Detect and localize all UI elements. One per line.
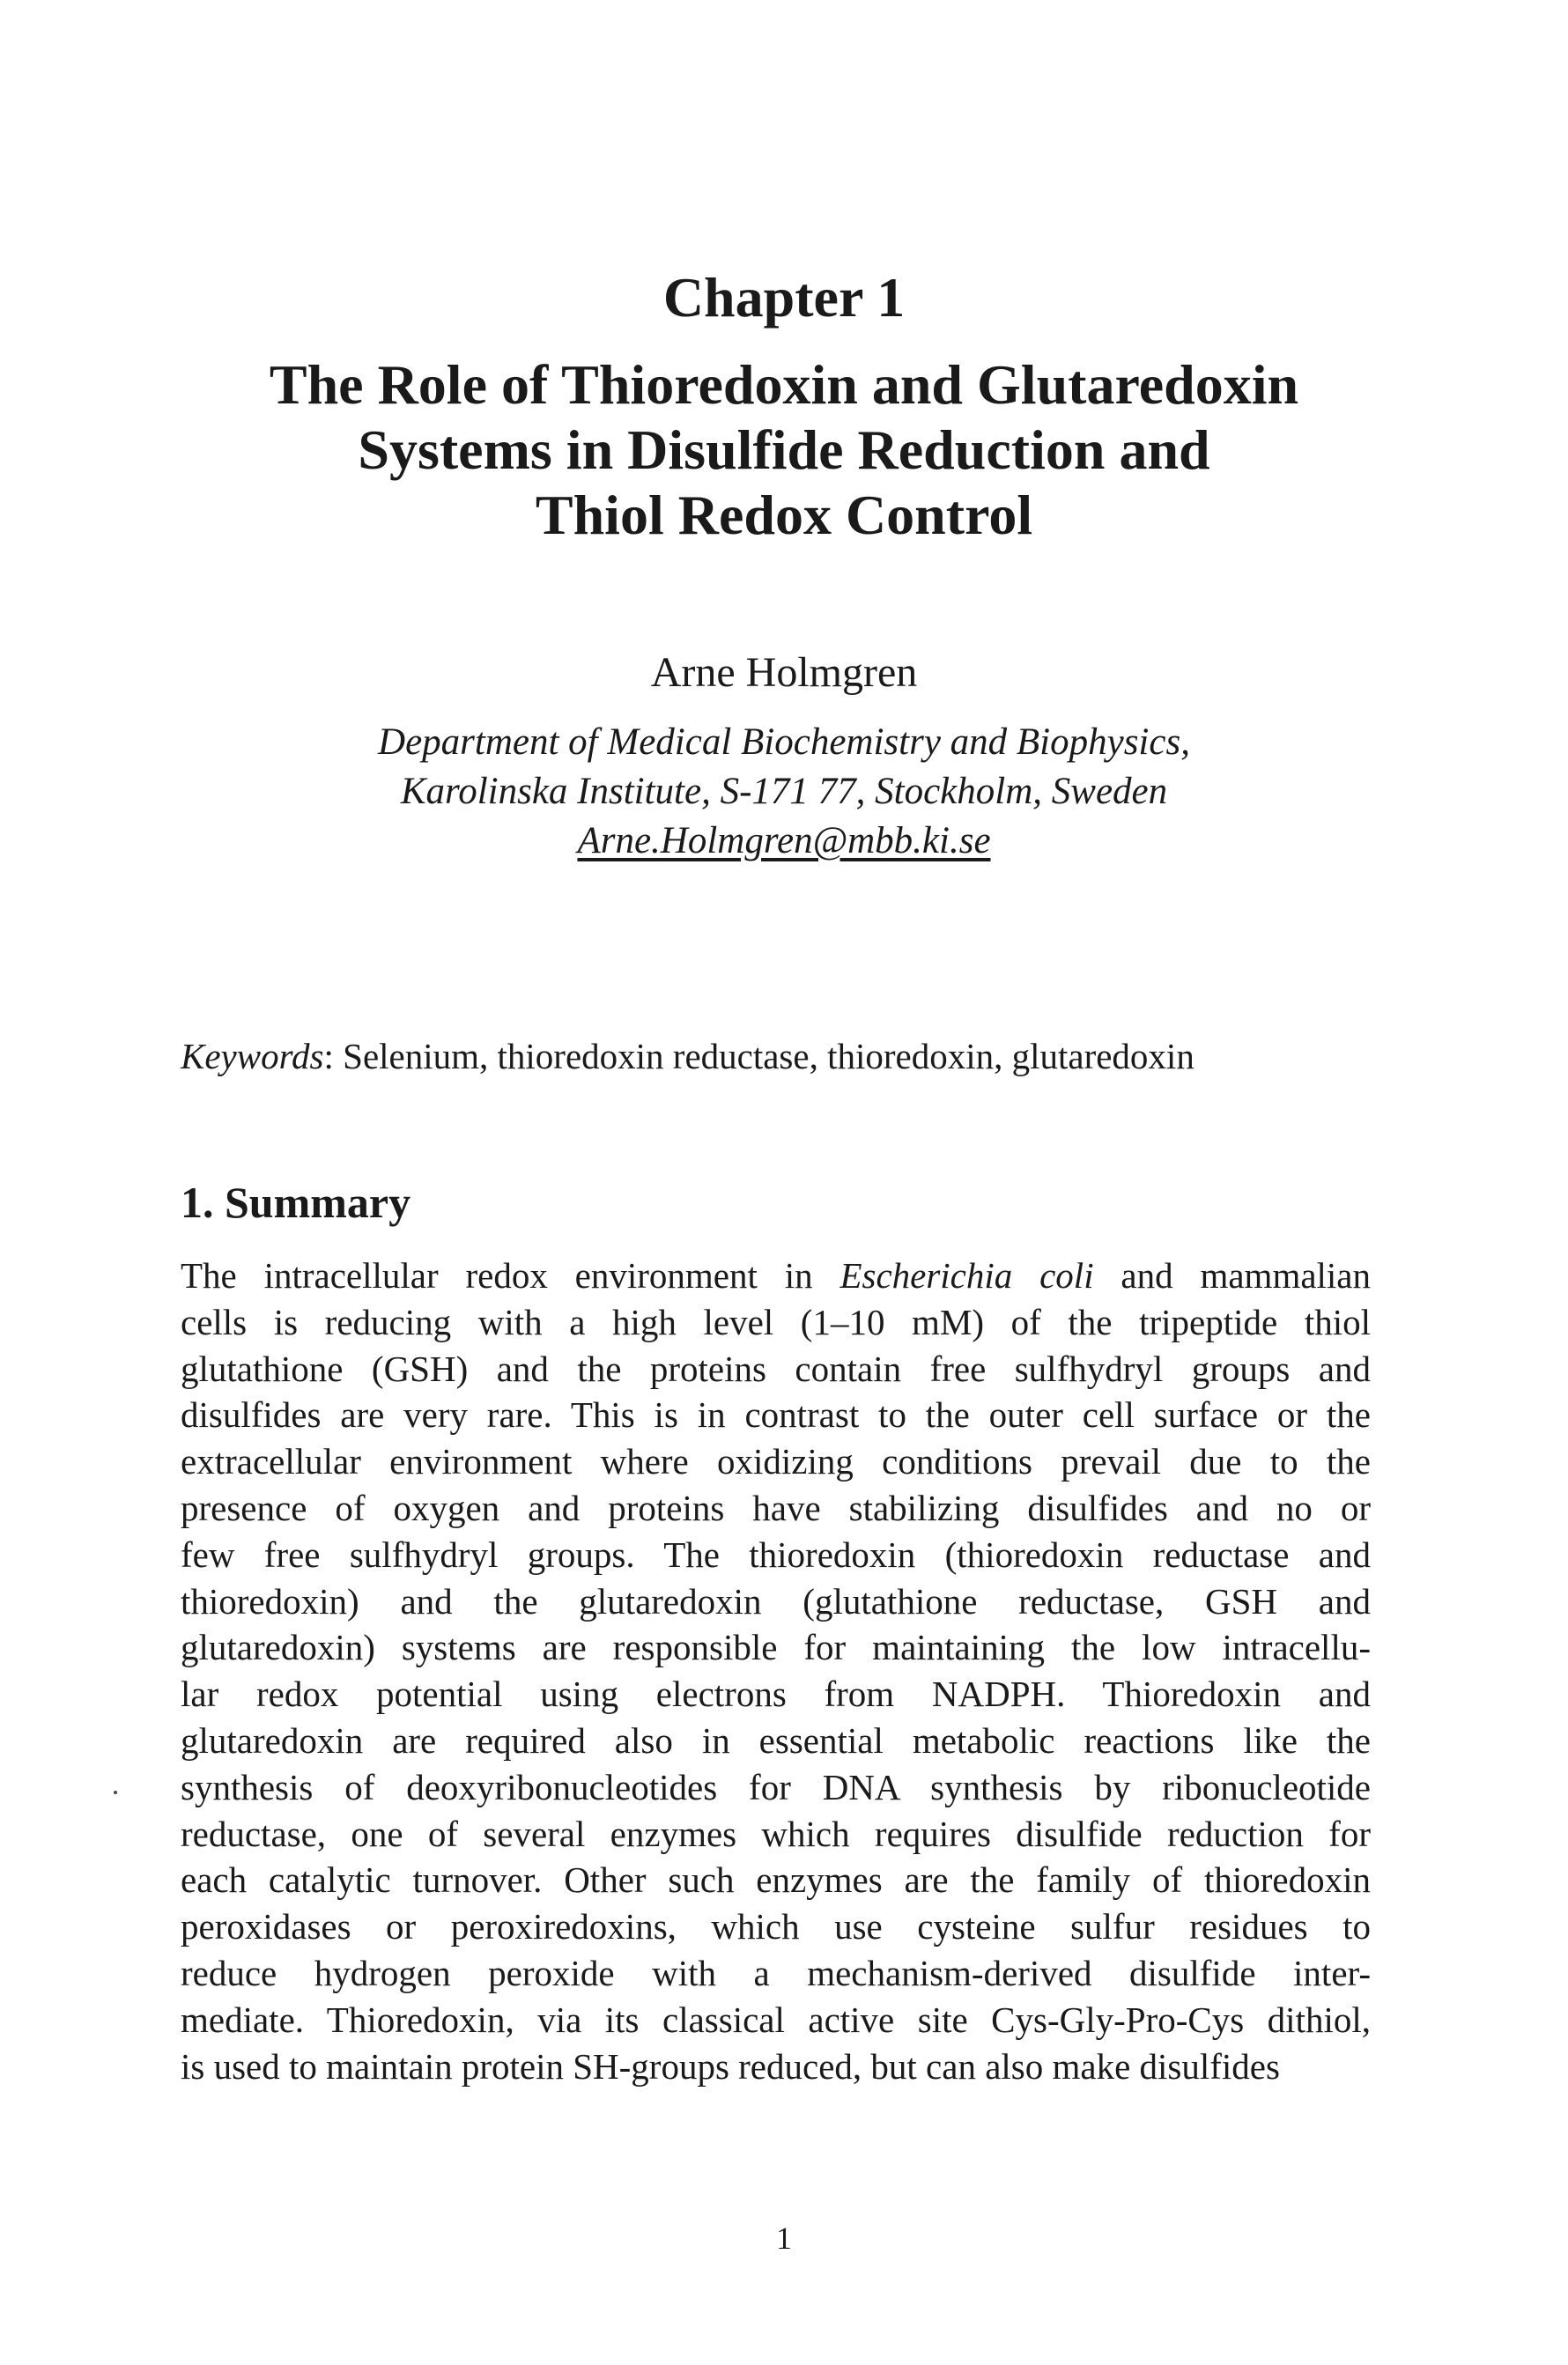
affiliation-line: Karolinska Institute, S-171 77, Stockholm, Sweden: [400, 771, 1168, 812]
summary-line: reduce hydrogen peroxide with a mechanism-derived disulfide inter-: [181, 1952, 1371, 1993]
summary-line: peroxidases or peroxiredoxins, which use cysteine sulfur residues to: [181, 1906, 1371, 1947]
summary-line: synthesis of deoxyribonucleotides for DNA synthesis by ribonucleotide: [181, 1766, 1371, 1807]
author-name: Arne Holmgren: [650, 649, 918, 696]
summary-line: disulfides are very rare. This is in contrast to the outer cell surface or the: [181, 1394, 1371, 1436]
summary-line: is used to maintain protein SH-groups reduced, but can also make disulfides: [181, 2045, 1280, 2087]
keywords-separator: :: [323, 1036, 344, 1076]
summary-line: cells is reducing with a high level (1–10 mM) of the tripeptide thiol: [181, 1301, 1371, 1342]
chapter-title-line: Systems in Disulfide Reduction and: [358, 418, 1210, 481]
summary-line: extracellular environment where oxidizing conditions prevail due to the: [181, 1441, 1371, 1482]
chapter-label: Chapter 1: [662, 266, 906, 329]
chapter-title: [176, 352, 1392, 548]
summary-line: mediate. Thioredoxin, via its classical active site Cys-Gly-Pro-Cys dithiol,: [181, 1999, 1371, 2040]
chapter-title-line: Thiol Redox Control: [535, 484, 1033, 546]
summary-line: glutathione (GSH) and the proteins contain free sulfhydryl groups and: [181, 1348, 1371, 1389]
page-number: 1: [776, 2221, 792, 2256]
author-affiliation: [0, 718, 1568, 866]
keywords-label: Keywords: [181, 1036, 324, 1076]
keywords-text: Selenium, thioredoxin reductase, thioredoxin, glutaredoxin: [343, 1036, 1194, 1076]
author-email-link[interactable]: Arne.Holmgren@mbb.ki.se: [577, 820, 991, 861]
stray-dot-mark: [114, 1791, 117, 1794]
summary-paragraph: [181, 1253, 1371, 2089]
summary-line: thioredoxin) and the glutaredoxin (glutathione reductase, GSH and: [181, 1580, 1371, 1622]
summary-line: few free sulfhydryl groups. The thioredoxin (thioredoxin reductase and: [181, 1534, 1371, 1575]
summary-line: glutaredoxin are required also in essential metabolic reactions like the: [181, 1719, 1371, 1761]
summary-line: presence of oxygen and proteins have stabilizing disulfides and no or: [181, 1487, 1371, 1528]
species-name: Escherichia coli: [839, 1255, 1094, 1296]
chapter-title-line: The Role of Thioredoxin and Glutaredoxin: [269, 353, 1299, 416]
keywords: [181, 1035, 1392, 1078]
summary-line: The intracellular redox environment in Escherichia coli and mammalian: [181, 1255, 1372, 1296]
summary-line: each catalytic turnover. Other such enzymes are the family of thioredoxin: [181, 1859, 1371, 1901]
section-heading: 1. Summary: [181, 1178, 411, 1227]
summary-line: lar redox potential using electrons from NADPH. Thioredoxin and: [181, 1674, 1371, 1715]
summary-line: glutaredoxin) systems are responsible for maintaining the low intracellu-: [181, 1627, 1371, 1668]
summary-line: reductase, one of several enzymes which requires disulfide reduction for: [181, 1813, 1371, 1854]
affiliation-line: Department of Medical Biochemistry and Biophysics,: [378, 721, 1190, 763]
